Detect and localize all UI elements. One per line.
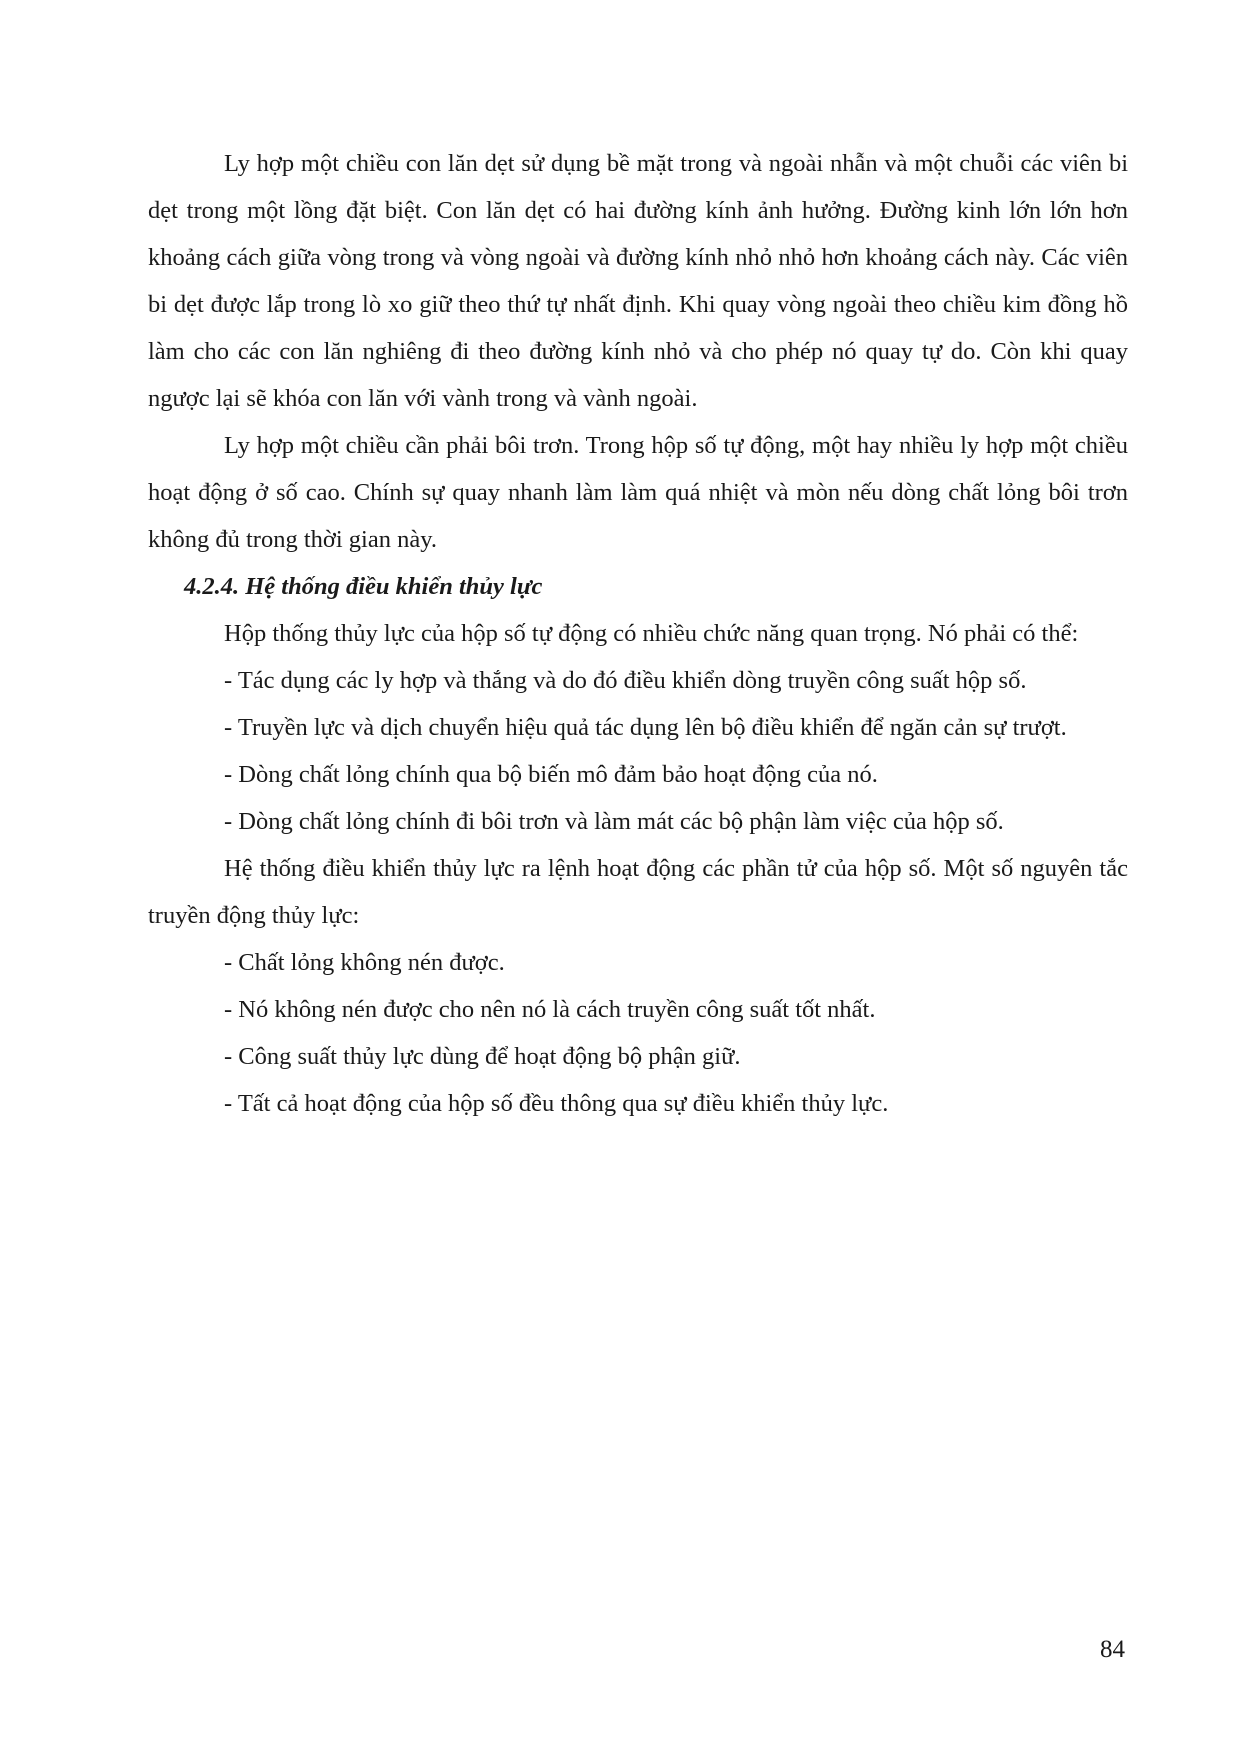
function-item: - Truyền lực và dịch chuyển hiệu quả tác dụng lên bộ điều khiển để ngăn cản sự trượt. [224, 714, 1067, 741]
function-item: - Dòng chất lỏng chính đi bôi trơn và làm mát các bộ phận làm việc của hộp số. [224, 808, 1004, 835]
principle-item: - Công suất thủy lực dùng để hoạt động bộ phận giữ. [224, 1043, 741, 1070]
page-body [148, 140, 1128, 1127]
function-item: - Dòng chất lỏng chính qua bộ biến mô đảm bảo hoạt động của nó. [224, 761, 878, 788]
principle-item: - Nó không nén được cho nên nó là cách truyền công suất tốt nhất. [224, 996, 876, 1023]
paragraph-roller-clutch: Ly hợp một chiều con lăn dẹt sử dụng bề mặt trong và ngoài nhẫn và một chuỗi các viên bi dẹt trong một lồng đặt biệt. Con lăn dẹt có hai đường kính ảnh hưởng. Đường kinh lớn lớn hơn khoảng cách giữa vòng trong và vòng ngoài và đường kính nhỏ nhỏ hơn khoảng cách này. Các viên bi dẹt được lắp trong lò xo giữ theo thứ tự nhất định. Khi quay vòng ngoài theo chiều kim đồng hồ làm cho các con lăn nghiêng đi theo đường kính nhỏ và cho phép nó quay tự do. Còn khi quay ngược lại sẽ khóa con lăn với vành trong và vành ngoài. [148, 150, 1128, 412]
principle-item: - Tất cả hoạt động của hộp số đều thông qua sự điều khiển thủy lực. [224, 1090, 889, 1117]
function-item: - Tác dụng các ly hợp và thắng và do đó điều khiển dòng truyền công suất hộp số. [224, 667, 1027, 694]
paragraph-lubrication: Ly hợp một chiều cần phải bôi trơn. Trong hộp số tự động, một hay nhiều ly hợp một chiều hoạt động ở số cao. Chính sự quay nhanh làm làm quá nhiệt và mòn nếu dòng chất lỏng bôi trơn không đủ trong thời gian này. [148, 432, 1128, 553]
principle-item: - Chất lỏng không nén được. [224, 949, 505, 976]
section-heading: 4.2.4. Hệ thống điều khiển thủy lực [184, 573, 543, 600]
paragraph-hydraulic-intro: Hộp thống thủy lực của hộp số tự động có nhiều chức năng quan trọng. Nó phải có thể: [224, 620, 1079, 647]
paragraph-principles-intro: Hệ thống điều khiển thủy lực ra lệnh hoạt động các phần tử của hộp số. Một số nguyên tắc truyền động thủy lực: [148, 855, 1128, 929]
page-number: 84 [1100, 1636, 1125, 1663]
